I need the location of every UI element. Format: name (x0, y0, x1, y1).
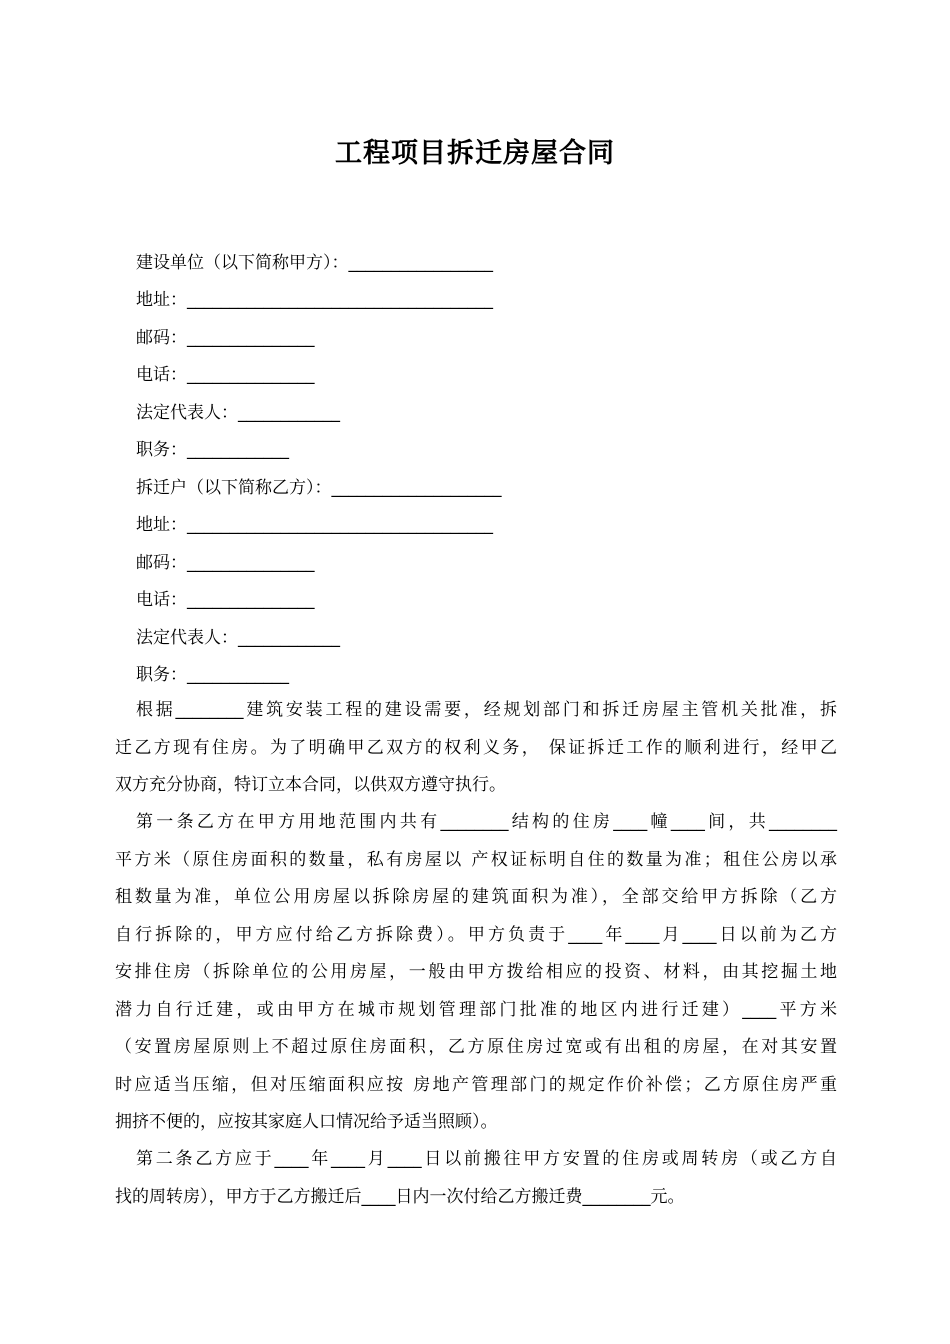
article-2-paragraph (115, 1141, 837, 1216)
article-1-line: 第一条乙方在甲方用地范围内共有________结构的住房____幢____间，共________ (136, 812, 837, 832)
party-b-postcode: 邮码：_______________ (136, 553, 315, 573)
party-a-postcode: 邮码：_______________ (136, 328, 315, 348)
article-2-line: 第二条乙方应于____年____月____日以前搬往甲方安置的住房或周转房（或乙方自 (136, 1149, 837, 1169)
article-1-line: 拥挤不便的，应按其家庭人口情况给予适当照顾）。 (115, 1112, 498, 1132)
party-b-position: 职务：____________ (136, 665, 289, 685)
preamble-paragraph (115, 692, 837, 805)
article-1-line: 自行拆除的，甲方应付给乙方拆除费）。甲方负责于____年____月____日以前为乙方 (115, 924, 837, 945)
party-b-phone: 电话：_______________ (136, 590, 315, 610)
preamble-line: 双方充分协商，特订立本合同，以供双方遵守执行。 (115, 775, 506, 795)
article-1-line: 租数量为准，单位公用房屋以拆除房屋的建筑面积为准），全部交给甲方拆除（乙方 (115, 887, 837, 907)
preamble-line: 根据________建筑安装工程的建设需要，经规划部门和拆迁房屋主管机关批准，拆 (136, 700, 837, 720)
party-b-legal-rep: 法定代表人：____________ (136, 628, 340, 648)
article-1-line: 时应适当压缩，但对压缩面积应按 房地产管理部门的规定作价补偿；乙方原住房严重 (115, 1074, 837, 1095)
party-a-unit: 建设单位（以下简称甲方）：_________________ (136, 253, 493, 273)
article-1-line: 潜力自行迁建，或由甲方在城市规划管理部门批准的地区内进行迁建）____平方米 (115, 999, 837, 1020)
party-a-legal-rep: 法定代表人：____________ (136, 403, 340, 423)
party-b-address: 地址：____________________________________ (136, 515, 493, 535)
article-1-paragraph (115, 804, 837, 1142)
article-2-line: 找的周转房），甲方于乙方搬迁后____日内一次付给乙方搬迁费________元。 (115, 1186, 685, 1207)
party-a-position: 职务：____________ (136, 440, 289, 460)
preamble-line: 迁乙方现有住房。为了明确甲乙双方的权利义务， 保证拆迁工作的顺利进行，经甲乙 (115, 737, 837, 758)
article-1-line: 安排住房（拆除单位的公用房屋，一般由甲方拨给相应的投资、材料，由其挖掘土地 (115, 962, 837, 982)
document-title: 工程项目拆迁房屋合同 (335, 138, 615, 169)
article-1-line: （安置房屋原则上不超过原住房面积，乙方原住房过宽或有出租的房屋，在对其安置 (115, 1037, 837, 1057)
party-a-address: 地址：____________________________________ (136, 290, 493, 310)
party-a-phone: 电话：_______________ (136, 365, 315, 385)
party-b-household: 拆迁户（以下简称乙方）：____________________ (136, 478, 502, 498)
article-1-line: 平方米（原住房面积的数量，私有房屋以 产权证标明自住的数量为准；租住公房以承 (115, 849, 837, 870)
